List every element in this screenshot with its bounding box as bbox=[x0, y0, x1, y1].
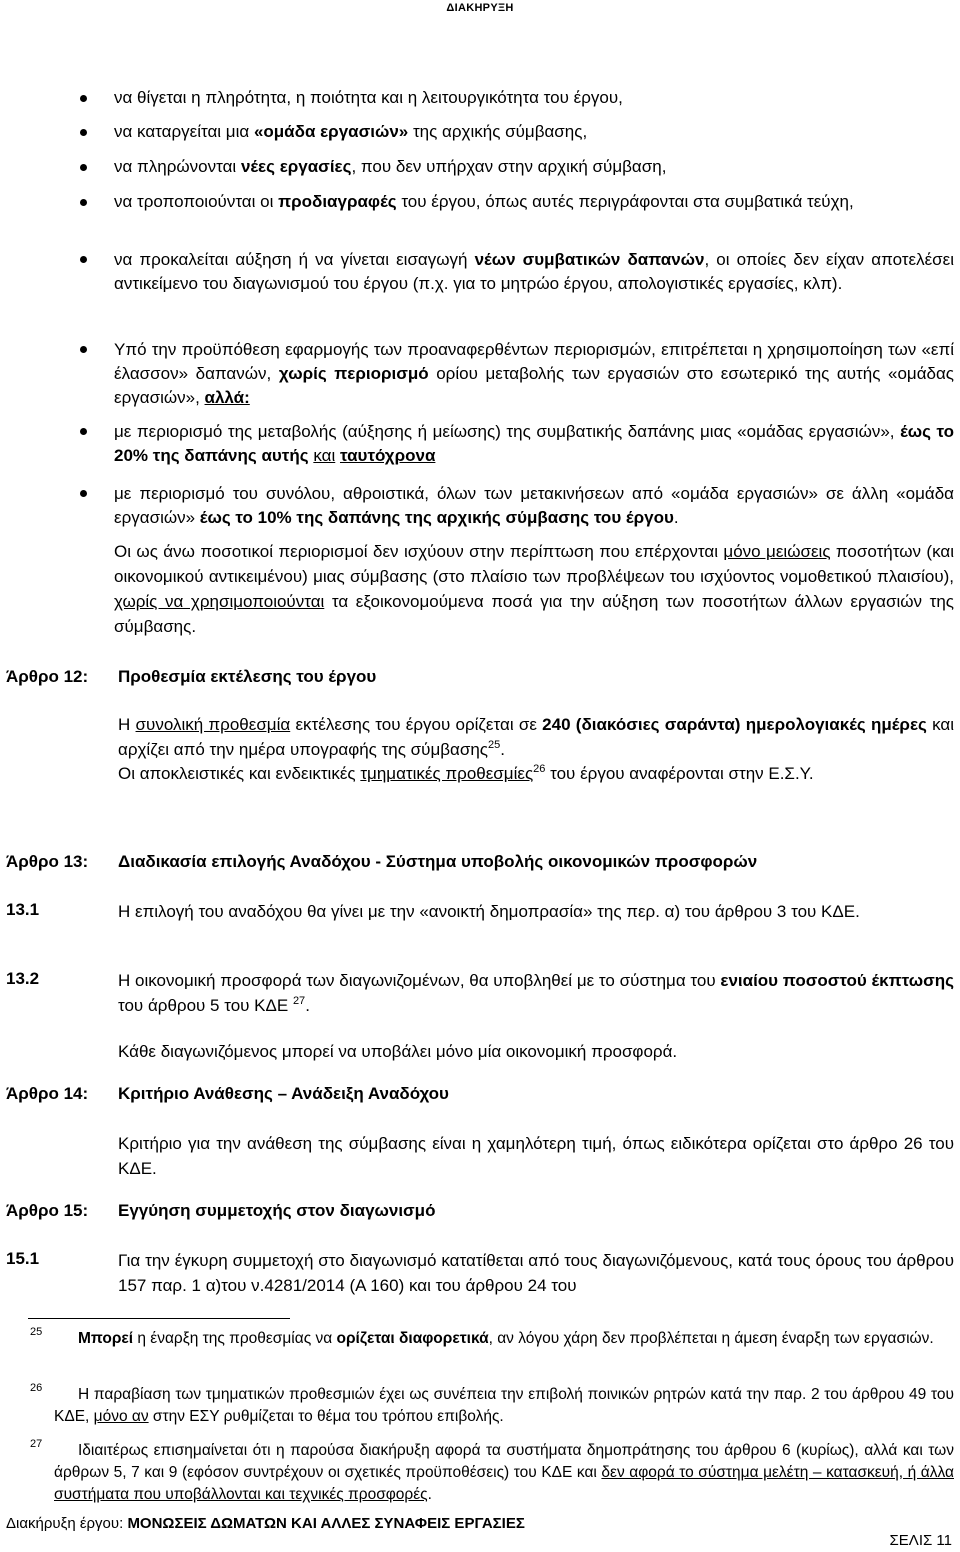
bullet-dot bbox=[80, 256, 87, 263]
article-14-label: Άρθρο 14: bbox=[6, 1084, 89, 1103]
bullet-item: Υπό την προϋπόθεση εφαρμογής των προαναφερθέντων περιορισμών, επιτρέπεται η χρησιμοποίηση των «επί έλασσον» δαπανών, χωρίς περιορισμό ορίου μεταβολής των εργασιών στο εσωτερικό της αυτής «ομάδας εργασιών», αλλά: bbox=[114, 340, 955, 407]
bullet-dot bbox=[80, 428, 87, 435]
bullet-item: με περιορισμό της μεταβολής (αύξησης ή μείωσης) της συμβατικής δαπάνης μιας «ομάδας εργασιών», έως το 20% της δαπάνης αυτής και ταυτόχρονα bbox=[114, 422, 954, 465]
footnote-separator bbox=[28, 1318, 290, 1319]
article-15-title: Εγγύηση συμμετοχής στον διαγωνισμό bbox=[118, 1201, 436, 1220]
footnote-number: 26 bbox=[30, 1382, 43, 1394]
footnote-number: 25 bbox=[30, 1326, 43, 1338]
footnote-27: Ιδιαιτέρως επισημαίνεται ότι η παρούσα διακήρυξη αφορά τα συστήματα δημοπράτησης του άρθρου 6 (κυρίως), αλλά και των άρθρων 5, 7 και 9 (εφόσον συντρέχουν οι σχετικές προϋποθέσεις) του ΚΔΕ και δεν αφορά το σύστημα μελέτη – κατασκευή, ή άλλα συστήματα που υποβάλλονται και τεχνικές προσφορές. bbox=[54, 1442, 954, 1503]
article-13-item-2: Η οικονομική προσφορά των διαγωνιζομένων, θα υποβληθεί με το σύστημα του ενιαίου ποσοστού έκπτωσης του άρθρου 5 του ΚΔΕ $^{27}$. bbox=[118, 971, 954, 1015]
bullet-dot bbox=[80, 129, 87, 136]
footer-project: Διακήρυξη έργου: ΜΟΝΩΣΕΙΣ ΔΩΜΑΤΩΝ ΚΑΙ ΑΛΛΕΣ ΣΥΝΑΦΕΙΣ ΕΡΓΑΣΙΕΣ bbox=[6, 1515, 525, 1532]
document-header: ΔΙΑΚΗΡΥΞΗ bbox=[446, 2, 514, 14]
article-13-note: Κάθε διαγωνιζόμενος μπορεί να υποβάλει μόνο μία οικονομική προσφορά. bbox=[118, 1042, 678, 1061]
article-12-label: Άρθρο 12: bbox=[6, 667, 89, 686]
bullet-dot bbox=[80, 95, 87, 102]
bullet-item: να προκαλείται αύξηση ή να γίνεται εισαγωγή νέων συμβατικών δαπανών, οι οποίες δεν είχαν αποτελέσει αντικείμενο του διαγωνισμού του έργου (π.χ. για το μητρώο έργου, απολογιστικές εργασίες, κλπ). bbox=[114, 250, 955, 293]
footnote-26: Η παραβίαση των τμηματικών προθεσμιών έχει ως συνέπεια την επιβολή ποινικών ρητρών κατά την παρ. 2 του άρθρου 49 του ΚΔΕ, μόνο αν στην ΕΣΥ ρυθμίζεται το θέμα του τρόπου επιβολής. bbox=[54, 1386, 954, 1425]
article-14-text: Κριτήριο για την ανάθεση της σύμβασης είναι η χαμηλότερη τιμή, όπως ειδικότερα ορίζεται στο άρθρο 26 του ΚΔΕ. bbox=[118, 1134, 954, 1178]
bullet-item: να τροποποιούνται οι προδιαγραφές του έργου, όπως αυτές περιγράφονται στα συμβατικά τεύχη, bbox=[114, 192, 854, 211]
article-13-label: Άρθρο 13: bbox=[6, 852, 89, 871]
limits-paragraph: Οι ως άνω ποσοτικοί περιορισμοί δεν ισχύουν στην περίπτωση που επέρχονται μόνο μειώσεις ποσοτήτων (και οικονομικού αντικειμένου) μιας σύμβασης (στο πλαίσιο των προβλέψεων του ισχύοντος νομοθετικού πλαισίου), χωρίς να χρησιμοποιούνται τα εξοικονομούμενα ποσά για την αύξηση των ποσοτήτων άλλων εργασιών της σύμβασης. bbox=[114, 542, 954, 636]
footnote-25: Μπορεί η έναρξη της προθεσμίας να ορίζεται διαφορετικά, αν λόγου χάρη δεν προβλέπεται η άμεση έναρξη των εργασιών. bbox=[78, 1330, 934, 1347]
bullet-item: να καταργείται μια «ομάδα εργασιών» της αρχικής σύμβασης, bbox=[114, 122, 588, 141]
article-15-label: Άρθρο 15: bbox=[6, 1201, 89, 1220]
footnote-number: 27 bbox=[30, 1438, 43, 1450]
article-13-title: Διαδικασία επιλογής Αναδόχου - Σύστημα υποβολής οικονομικών προσφορών bbox=[118, 852, 758, 871]
bullet-item: να θίγεται η πληρότητα, η ποιότητα και η λειτουργικότητα του έργου, bbox=[114, 88, 623, 107]
item-number: 15.1 bbox=[6, 1249, 40, 1268]
bullet-dot bbox=[80, 164, 87, 171]
bullet-item: με περιορισμό του συνόλου, αθροιστικά, όλων των μετακινήσεων από «ομάδα εργασιών» σε άλλη «ομάδα εργασιών» έως το 10% της δαπάνης της αρχικής σύμβασης του έργου. bbox=[114, 484, 954, 527]
bullet-item: να πληρώνονται νέες εργασίες, που δεν υπήρχαν στην αρχική σύμβαση, bbox=[114, 157, 667, 176]
bullet-dot bbox=[80, 346, 87, 353]
article-15-item-1: Για την έγκυρη συμμετοχή στο διαγωνισμό κατατίθεται από τους διαγωνιζόμενους, κατά τους όρους του άρθρου 157 παρ. 1 α)του ν.4281/2014 (Α 160) και του άρθρου 24 του bbox=[118, 1251, 954, 1295]
footnote-ref: 26 bbox=[533, 763, 546, 775]
item-number: 13.2 bbox=[6, 969, 40, 988]
page-number: ΣΕΛΙΣ 11 bbox=[889, 1532, 952, 1549]
article-12-paragraph-1: Η συνολική προθεσμία εκτέλεσης του έργου ορίζεται σε 240 (διακόσιες σαράντα) ημερολογιακές ημέρες και αρχίζει από την ημέρα υπογραφής της σύμβασης$^{25}$. bbox=[118, 715, 955, 759]
item-number: 13.1 bbox=[6, 900, 40, 919]
footnote-ref: 27 bbox=[292, 995, 306, 1007]
article-12-paragraph-2: Οι αποκλειστικές και ενδεικτικές τμηματικές προθεσμίες$^{26}$ του έργου αναφέρονται στην Ε.Σ.Υ. bbox=[118, 763, 814, 783]
article-14-title: Κριτήριο Ανάθεσης – Ανάδειξη Αναδόχου bbox=[118, 1084, 449, 1103]
bullet-dot bbox=[80, 199, 87, 206]
article-13-item-1: Η επιλογή του αναδόχου θα γίνει με την «ανοικτή δημοπρασία» της περ. α) του άρθρου 3 του ΚΔΕ. bbox=[118, 902, 860, 921]
bullet-dot bbox=[80, 490, 87, 497]
article-12-title: Προθεσμία εκτέλεσης του έργου bbox=[118, 667, 377, 686]
footnote-ref: 25 bbox=[488, 739, 501, 751]
